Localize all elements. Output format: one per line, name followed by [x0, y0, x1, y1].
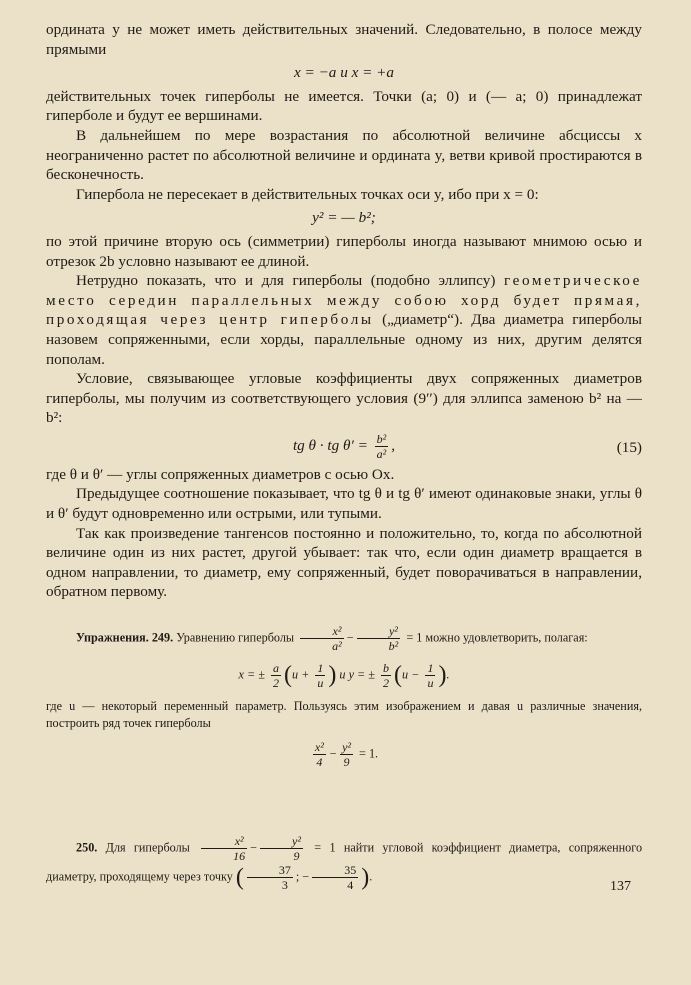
fraction-denominator: 9: [343, 755, 350, 769]
exercise-250-label: 250.: [76, 840, 98, 855]
exercise-250-text-b: = 1 найти угловой коэффициент диаметра, сопряженного диаметру, проходящему через точку: [46, 840, 643, 884]
fraction-1-u: [315, 661, 325, 690]
fraction-y2-b2: [357, 624, 401, 653]
main-text: [46, 20, 642, 602]
fraction-b-2: [381, 661, 391, 690]
fraction-numerator: x²: [314, 740, 324, 754]
fraction-numerator: y²: [342, 740, 351, 754]
page-number: 137: [610, 879, 631, 894]
fraction-denominator: u: [427, 676, 434, 690]
fraction-denominator: u: [317, 676, 324, 690]
fraction-numerator: b: [383, 661, 390, 675]
fraction-numerator: x²: [201, 834, 247, 849]
paragraph-1: ордината y не может иметь действительных значений. Следовательно, в полосе между прямыми: [46, 21, 642, 58]
paragraph-9: Предыдущее соотношение показывает, что tg θ и tg θ′ имеют одинаковые знаки, углы θ и θ′ будут одновременно или острыми, или тупыми.: [46, 485, 642, 523]
exercise-249-text-c: где u — некоторый переменный параметр. Пользуясь этим изображением и давая u различные значения, построить ряд точек гиперболы: [46, 699, 642, 730]
fraction-numerator: 37: [247, 863, 293, 878]
paragraph-7: Условие, связывающее угловые коэффициенты двух сопряженных диаметров гиперболы, мы получим из соответствующего условия (9′′) для эллипса заменою b² на — b²:: [46, 370, 642, 427]
exercise-250: [46, 834, 642, 892]
exercise-250-text-a: Для гиперболы: [105, 840, 190, 855]
paragraph-3: В дальнейшем по мере возрастания по абсолютной величине абсциссы x неограниченно растет по абсолютной величине и ордината y, ветви кривой простираются в бесконечность.: [46, 126, 642, 184]
fraction-denominator: b²: [388, 639, 399, 653]
fraction-numerator: y²: [357, 624, 401, 639]
equation-15-denominator: a²: [376, 446, 387, 461]
eq-x-prefix: x = ±: [238, 667, 265, 682]
fraction-1-u: [425, 661, 435, 690]
paragraph-8: где θ и θ′ — углы сопряженных диаметров с осью Ox.: [46, 465, 395, 483]
fraction-x2-4: [313, 740, 326, 769]
fraction-denominator: 2: [383, 676, 390, 690]
param-u: u: [402, 667, 409, 682]
equation-15-numerator: b²: [376, 431, 387, 446]
exercise-249-hyperbola-equation: $\frac{\text{x²}}{4}$ − $\frac{\text{y²}}{9}$ = 1.: [314, 740, 379, 769]
fraction-denominator: 9: [293, 849, 300, 863]
equation-number: (15): [616, 438, 642, 456]
paragraph-6-spaced: геометрическое место середин параллельных между собою хорд будет прямая, проходящая через центр гиперболы: [46, 272, 643, 329]
exercise-249: [46, 624, 642, 777]
fraction-denominator: 4: [316, 755, 323, 769]
fraction-denominator: 2: [272, 676, 279, 690]
exercise-249-statement: Упражнения. 249. Уравнению гиперболы $\frac{\text{x²}}{\text{a²}}$ − $\frac{\text{y²}}{\text{b²}}$ = 1 можно удовлетворить, полагая:: [76, 624, 588, 653]
fraction-denominator: a²: [332, 639, 342, 653]
fraction-denominator: 4: [347, 878, 354, 892]
fraction-numerator: 35: [312, 863, 358, 878]
equation-rhs: = 1.: [359, 746, 379, 761]
fraction-x2-a2: [300, 624, 344, 653]
paragraph-6-start: Нетрудно показать, что и для гиперболы (подобно эллипсу): [76, 272, 496, 290]
fraction-x2-16: [201, 834, 247, 863]
fraction-y2-9: [340, 740, 353, 769]
fraction-numerator: 1: [427, 661, 434, 675]
paragraph-6-end: („диаметр“). Два диаметра гиперболы назовем сопряженными, если хорды, параллельные одному из них, другим делятся пополам.: [46, 311, 642, 368]
param-u: u: [291, 667, 299, 682]
equation-15: tg θ · tg θ′ = $\frac{\text{b²}}{\text{a²}}$ , (15): [292, 431, 642, 461]
equation-15-left: tg θ · tg θ′ =: [292, 436, 368, 454]
eq-y-prefix: и y = ±: [339, 667, 375, 682]
fraction-numerator: y²: [260, 834, 303, 849]
equation-y-squared: y² = — b²;: [312, 209, 376, 227]
exercise-249-parametric-equation: x = ± $\frac{a}{2}$ (u + $\frac{1}{u}$ ) и y = ± $\frac{b}{2}$ (u − $\frac{1}{u}$ ).: [238, 661, 450, 690]
paragraph-6: [46, 271, 642, 369]
paragraph-5: по этой причине вторую ось (симметрии) гиперболы иногда называют мнимою осью и отрезок 2b условно называют ее длиной.: [46, 232, 642, 270]
fraction-numerator: 1: [317, 661, 324, 675]
fraction-y2-9: [260, 834, 303, 863]
exercise-249-text-a: Уравнению гиперболы: [176, 630, 295, 645]
equation-15-fraction: [375, 432, 389, 461]
fraction-a-2: [271, 661, 281, 690]
equation-lines: x = −a и x = +a: [293, 64, 395, 82]
fraction-denominator: 3: [281, 878, 288, 892]
fraction-37-3: [247, 863, 293, 892]
exercise-249-label: Упражнения. 249.: [76, 630, 174, 645]
fraction-35-4: [312, 863, 358, 892]
exercise-250-statement: 250. Для гиперболы $\frac{\text{x²}}{16}$ − $\frac{\text{y²}}{9}$ = 1 найти угловой коэффициент диаметра, сопряженного диаметру, проходящему через точку ( $\frac{37}{3}$ ; − $\frac{35}{4}$ ).: [46, 834, 643, 892]
fraction-numerator: a: [272, 661, 279, 675]
paragraph-10: Так как произведение тангенсов постоянно и положительно, то, когда по абсолютной величине один из них растет, другой убывает: так что, если один диаметр вращается в одном направлении, то диаметр, ему сопряженный, будет поворачиваться в направлении, обратном первому.: [46, 524, 642, 601]
exercise-249-text-b: = 1 можно удовлетворить, полагая:: [406, 630, 588, 645]
paragraph-4: Гипербола не пересекает в действительных точках оси y, ибо при x = 0:: [76, 185, 539, 203]
fraction-numerator: x²: [300, 624, 344, 639]
fraction-denominator: 16: [233, 849, 246, 863]
paragraph-2: действительных точек гиперболы не имеется. Точки (a; 0) и (— a; 0) принадлежат гиперболе и будут ее вершинами.: [46, 87, 642, 125]
